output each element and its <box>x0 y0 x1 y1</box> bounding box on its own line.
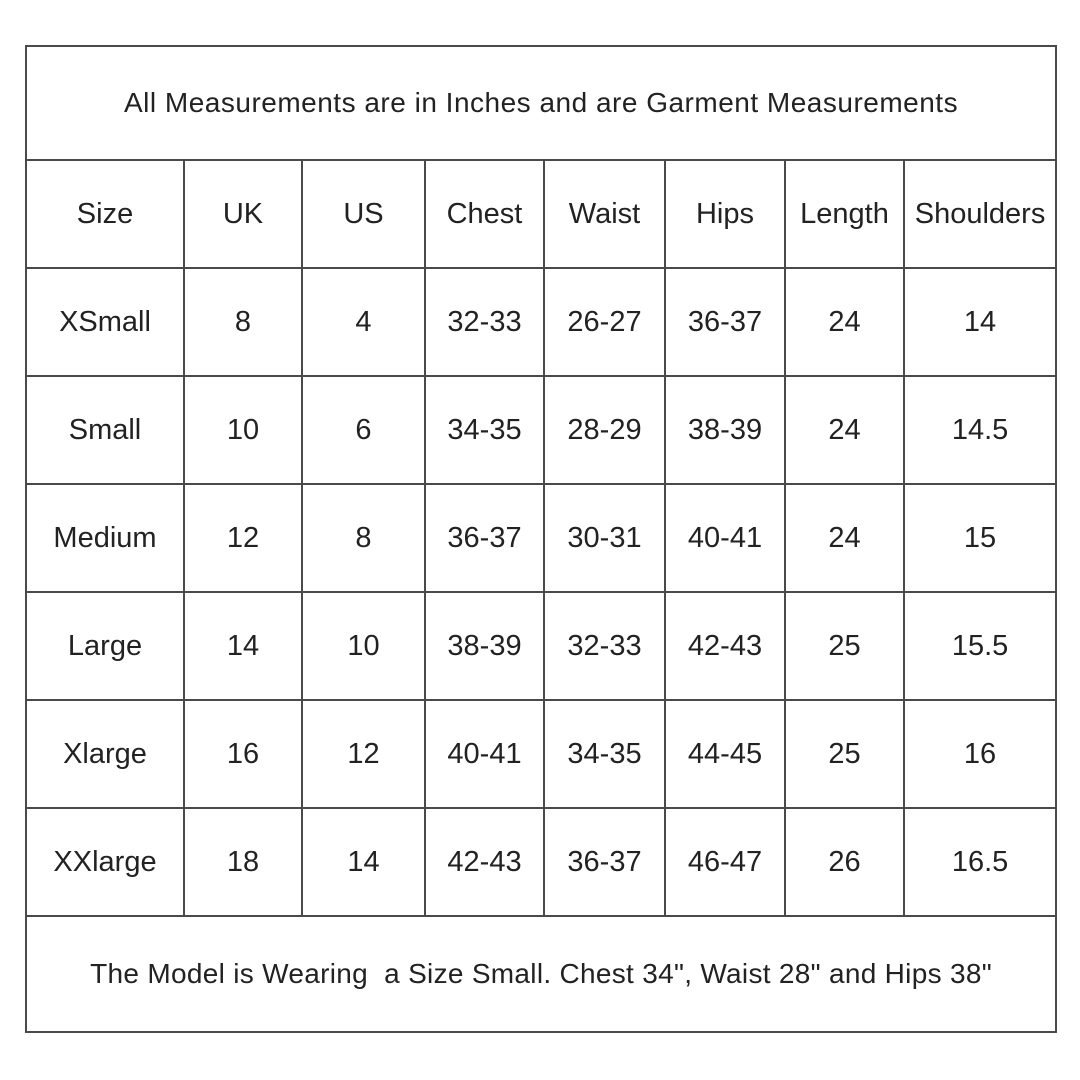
size-label-cell: Xlarge <box>26 700 184 808</box>
table-row <box>26 808 1056 916</box>
measurement-cell: 26-27 <box>544 268 665 376</box>
column-header-length: Length <box>785 160 904 268</box>
size-chart <box>25 45 1057 1033</box>
measurement-cell: 8 <box>184 268 302 376</box>
measurement-cell: 12 <box>302 700 425 808</box>
measurement-cell: 38-39 <box>665 376 785 484</box>
size-label-cell: Medium <box>26 484 184 592</box>
measurement-cell: 24 <box>785 484 904 592</box>
measurement-cell: 6 <box>302 376 425 484</box>
column-header-size: Size <box>26 160 184 268</box>
measurement-cell: 8 <box>302 484 425 592</box>
measurement-cell: 32-33 <box>544 592 665 700</box>
measurement-cell: 36-37 <box>665 268 785 376</box>
measurement-cell: 44-45 <box>665 700 785 808</box>
measurement-cell: 24 <box>785 268 904 376</box>
column-header-shoulders: Shoulders <box>904 160 1056 268</box>
size-label-cell: XXlarge <box>26 808 184 916</box>
column-header-hips: Hips <box>665 160 785 268</box>
measurement-cell: 38-39 <box>425 592 544 700</box>
measurement-cell: 34-35 <box>425 376 544 484</box>
measurement-cell: 18 <box>184 808 302 916</box>
measurement-cell: 14 <box>302 808 425 916</box>
measurement-cell: 28-29 <box>544 376 665 484</box>
measurement-cell: 10 <box>302 592 425 700</box>
size-chart-table <box>25 45 1057 1033</box>
title-row <box>26 46 1056 160</box>
model-note: The Model is Wearing a Size Small. Chest 34", Waist 28" and Hips 38" <box>26 916 1056 1032</box>
table-body <box>26 268 1056 916</box>
table-row <box>26 376 1056 484</box>
measurement-cell: 10 <box>184 376 302 484</box>
measurement-cell: 30-31 <box>544 484 665 592</box>
measurement-cell: 14 <box>904 268 1056 376</box>
measurement-cell: 15 <box>904 484 1056 592</box>
footer-row <box>26 916 1056 1032</box>
measurement-cell: 36-37 <box>544 808 665 916</box>
measurement-cell: 25 <box>785 592 904 700</box>
measurement-cell: 36-37 <box>425 484 544 592</box>
measurement-cell: 24 <box>785 376 904 484</box>
measurement-cell: 25 <box>785 700 904 808</box>
column-header-chest: Chest <box>425 160 544 268</box>
column-header-waist: Waist <box>544 160 665 268</box>
table-row <box>26 484 1056 592</box>
measurement-cell: 4 <box>302 268 425 376</box>
measurement-cell: 42-43 <box>665 592 785 700</box>
measurement-cell: 14 <box>184 592 302 700</box>
measurement-cell: 34-35 <box>544 700 665 808</box>
measurement-cell: 40-41 <box>425 700 544 808</box>
measurement-cell: 42-43 <box>425 808 544 916</box>
measurement-cell: 46-47 <box>665 808 785 916</box>
column-header-uk: UK <box>184 160 302 268</box>
header-row <box>26 160 1056 268</box>
chart-title: All Measurements are in Inches and are Garment Measurements <box>26 46 1056 160</box>
table-row <box>26 592 1056 700</box>
measurement-cell: 16.5 <box>904 808 1056 916</box>
measurement-cell: 32-33 <box>425 268 544 376</box>
measurement-cell: 16 <box>904 700 1056 808</box>
size-label-cell: Small <box>26 376 184 484</box>
measurement-cell: 15.5 <box>904 592 1056 700</box>
table-row <box>26 700 1056 808</box>
table-row <box>26 268 1056 376</box>
measurement-cell: 40-41 <box>665 484 785 592</box>
column-header-us: US <box>302 160 425 268</box>
measurement-cell: 16 <box>184 700 302 808</box>
measurement-cell: 12 <box>184 484 302 592</box>
measurement-cell: 26 <box>785 808 904 916</box>
size-label-cell: Large <box>26 592 184 700</box>
measurement-cell: 14.5 <box>904 376 1056 484</box>
size-label-cell: XSmall <box>26 268 184 376</box>
